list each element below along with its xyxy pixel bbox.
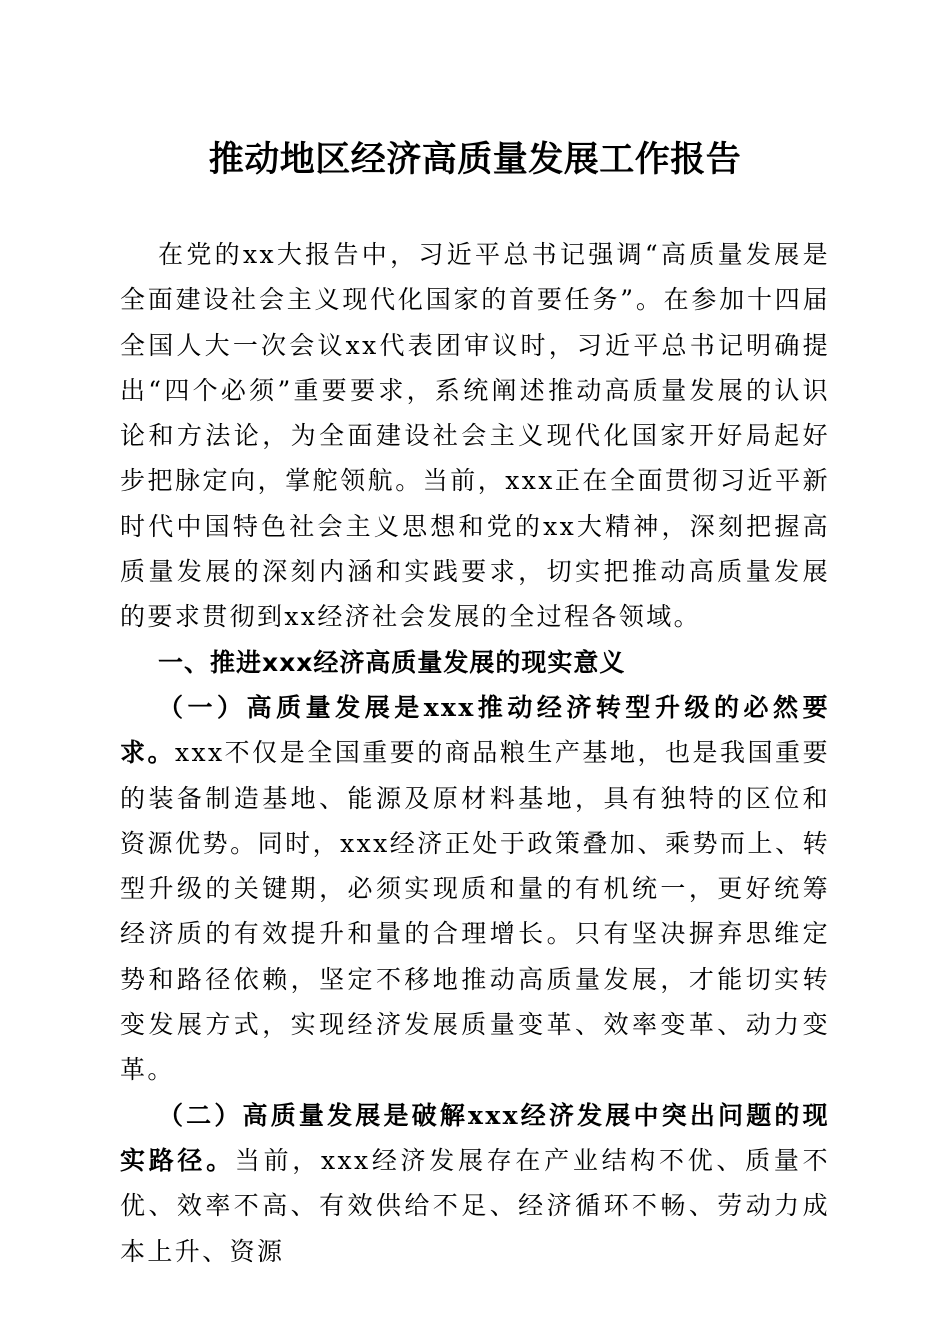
section-heading-1: 一、推进xxx经济高质量发展的现实意义 <box>158 647 626 677</box>
subsection-body-2: 当前，xxx经济发展存在产业结构不优、质量不优、效率不高、有效供给不足、经济循环不畅、劳动力成本上升、资源 <box>120 1145 830 1266</box>
document-body <box>120 232 830 1274</box>
intro-paragraph: 在党的xx大报告中，习近平总书记强调“高质量发展是全面建设社会主义现代化国家的首要任务”。在参加十四届全国人大一次会议xx代表团审议时，习近平总书记明确提出“四个必须”重要要求，系统阐述推动高质量发展的认识论和方法论，为全面建设社会主义现代化国家开好局起好步把脉定向，掌舵领航。当前，xxx正在全面贯彻习近平新时代中国特色社会主义思想和党的xx大精神，深刻把握高质量发展的深刻内涵和实践要求，切实把推动高质量发展的要求贯彻到xx经济社会发展的全过程各领域。 <box>120 240 830 632</box>
subsection-body-1: xxx不仅是全国重要的商品粮生产基地，也是我国重要的装备制造基地、能源及原材料基地，具有独特的区位和资源优势。同时，xxx经济正处于政策叠加、乘势而上、转型升级的关键期，必须实现质和量的有机统一，更好统筹经济质的有效提升和量的合理增长。只有坚决摒弃思维定势和路径依赖，坚定不移地推动高质量发展，才能切实转变发展方式，实现经济发展质量变革、效率变革、动力变革。 <box>120 738 830 1085</box>
subsection-lead-1: （一）高质量发展是xxx推动经济转型升级的必然要求。 <box>120 692 830 768</box>
subsection-paragraph-2 <box>120 1093 830 1274</box>
document-title: 推动地区经济高质量发展工作报告 <box>208 140 742 180</box>
subsection-paragraph-1 <box>120 685 830 1093</box>
subsection-lead-2: （二）高质量发展是破解xxx经济发展中突出问题的现实路径。 <box>120 1100 830 1175</box>
